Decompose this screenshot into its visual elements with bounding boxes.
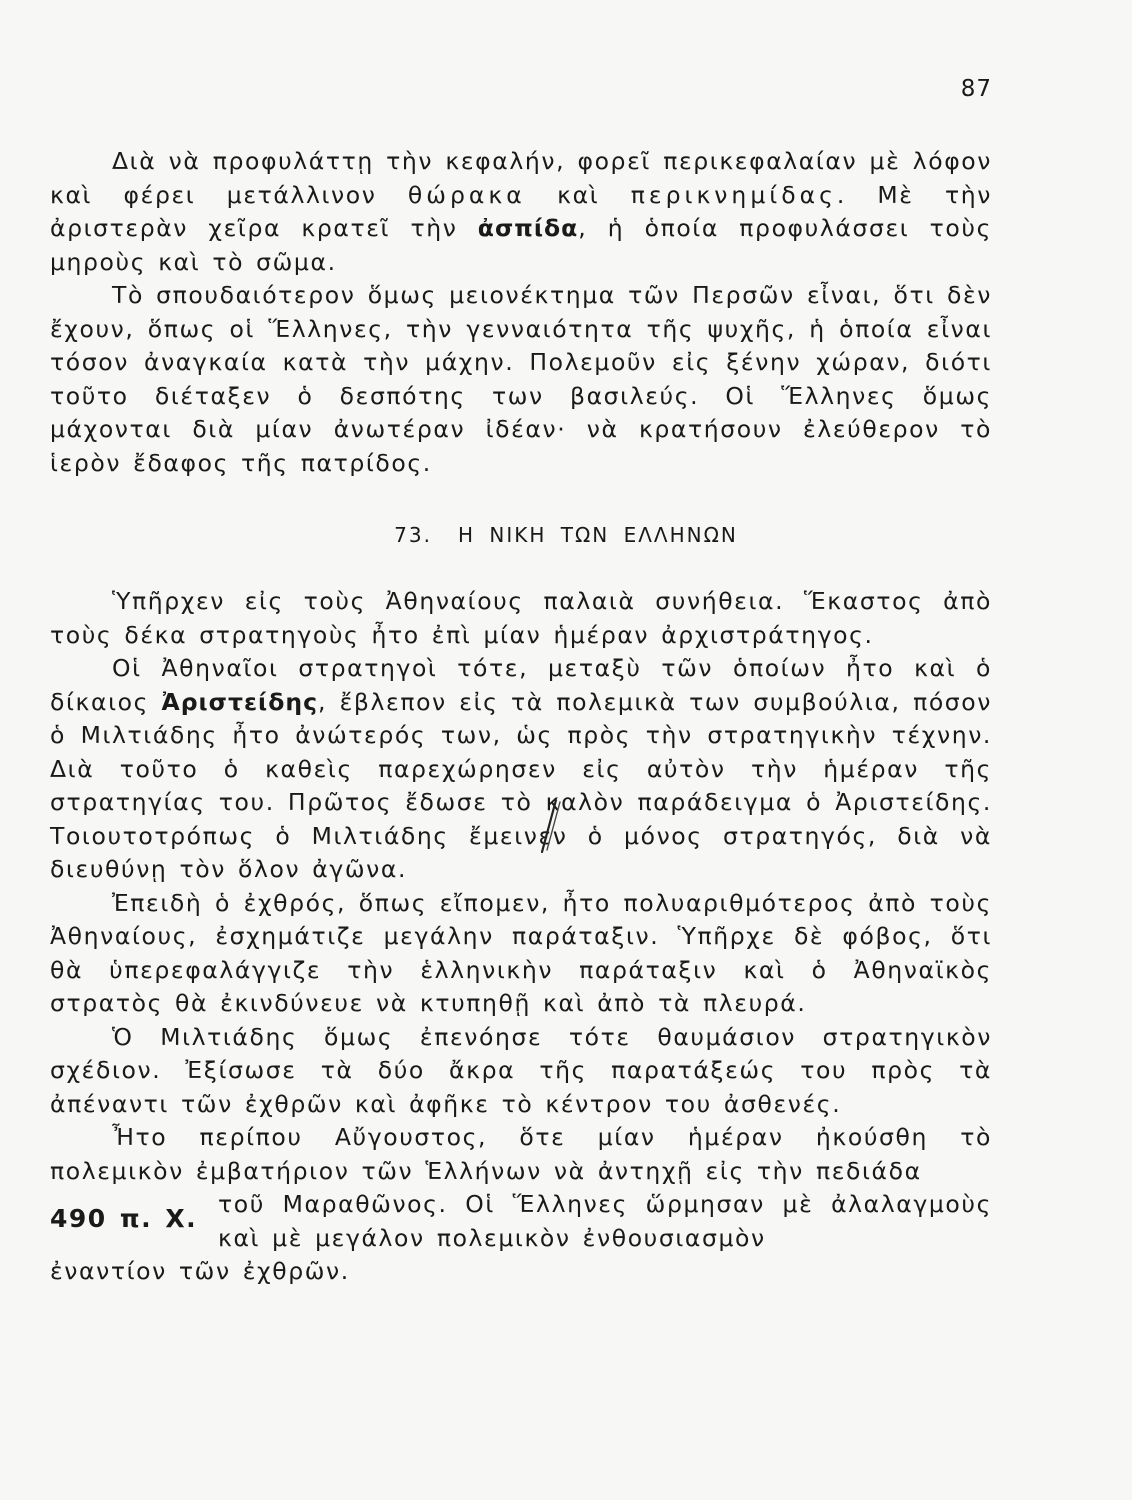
section-number: 73. [394,523,432,547]
paragraph-persian-weakness: Τὸ σπουδαιότερον ὅμως μειονέκτημα τῶν Περσῶν εἶναι, ὅτι δὲν ἔχουν, ὅπως οἱ Ἕλληνες, τὴν γενναιότητα τῆς ψυχῆς, ἡ ὁποία εἶναι τόσον ἀναγκαία κατὰ τὴν μάχην. Πολεμοῦν εἰς ξένην χώραν, διότι τοῦτο διέταξεν ὁ δεσπότης των βασιλεύς. Οἱ Ἕλληνες ὅμως μάχονται διὰ μίαν ἀνωτέραν ἰδέαν· νὰ κρατήσουν ἐλεύθερον τὸ ἱερὸν ἔδαφος τῆς πατρίδος. [50,281,992,477]
paragraph-custom: Ὑπῆρχεν εἰς τοὺς Ἀθηναίους παλαιὰ συνήθεια. Ἕκαστος ἀπὸ τοὺς δέκα στρατηγοὺς ἦτο ἐπὶ μίαν ἡμέραν ἀρχιστράτηγος. [50,587,992,649]
text-block-bottom [50,585,992,1289]
text-block-top [50,145,992,480]
emphasis-greaves: περικνημίδας [630,180,837,209]
margin-date: 490 π. Χ. [50,1204,198,1233]
emphasis-shield: ἀσπίδα [477,214,579,242]
margin-date-row [50,1188,992,1255]
section-heading [0,523,1132,547]
paragraph-august: Ἦτο περίπου Αὔγουστος, ὅτε μίαν ἡμέραν ἠκούσθη τὸ πολεμικὸν ἐμβατήριον τῶν Ἑλλήνων νὰ ἀντηχῇ εἰς τὴν πεδιάδα [50,1123,992,1185]
paragraph-aristides: Οἱ Ἀθηναῖοι στρατηγοὶ τότε, μεταξὺ τῶν ὁποίων ἦτο καὶ ὁ δίκαιος Ἀριστείδης, ἔβλεπον εἰς τὰ πολεμικὰ των συμβούλια, πόσον ὁ Μιλτιάδης ἦτο ἀνώτερός των, ὡς πρὸς τὴν στρατηγικὴν τέχνην. Διὰ τοῦτο ὁ καθεὶς παρεχώρησεν εἰς αὐτὸν τὴν ἡμέραν τῆς στρατηγίας του. Πρῶτος ἔδωσε τὸ καλὸν παράδειγμα ὁ Ἀριστείδης. Τοιουτοτρόπως ὁ Μιλτιάδης ἔμεινεν ὁ μόνος στρατηγός, διὰ νὰ διευθύνῃ τὸν ὅλον ἀγῶνα. [50,654,993,883]
paragraph-armor: Διὰ νὰ προφυλάττῃ τὴν κεφαλήν, φορεῖ περικεφαλαίαν μὲ λόφον καὶ φέρει μετάλλινον θώρακα καὶ περικνημίδας. Μὲ τὴν ἀριστερὰν χεῖρα κρατεῖ τὴν ἀσπίδα, ἡ ὁποία προφυλάσσει τοὺς μηροὺς καὶ τὸ σῶμα. [50,147,993,276]
paragraph-closing-line: ἐναντίον τῶν ἐχθρῶν. [50,1257,350,1285]
emphasis-aristides: Ἀριστείδης [161,687,319,716]
paragraph-enemy-line: Ἐπειδὴ ὁ ἐχθρός, ὅπως εἴπομεν, ἦτο πολυαριθμότερος ἀπὸ τοὺς Ἀθηναίους, ἐσχημάτιζε μεγάλην παράταξιν. Ὑπῆρχε δὲ φόβος, ὅτι θὰ ὑπερεφαλάγγιζε τὴν ἑλληνικὴν παράταξιν καὶ ὁ Ἀθηναϊκὸς στρατὸς θὰ ἐκινδύνευε νὰ κτυπηθῇ καὶ ἀπὸ τὰ πλευρά. [50,888,992,1017]
section-title: Η ΝΙΚΗ ΤΩΝ ΕΛΛΗΝΩΝ [457,523,738,547]
emphasis-thorax: θώρακα [407,180,526,209]
date-row-text: τοῦ Μαραθῶνος. Οἱ Ἕλληνες ὥρμησαν μὲ ἀλαλαγμοὺς καὶ μὲ μεγάλον πολεμικὸν ἐνθουσιασμὸν [218,1190,992,1252]
paragraph-plan: Ὁ Μιλτιάδης ὅμως ἐπενόησε τότε θαυμάσιον στρατηγικὸν σχέδιον. Ἐξίσωσε τὰ δύο ἄκρα τῆς παρατάξεώς του πρὸς τὰ ἀπέναντι τῶν ἐχθρῶν καὶ ἀφῆκε τὸ κέντρον του ἀσθενές. [50,1022,992,1118]
pen-mark-icon [532,798,562,854]
page-number: 87 [960,76,992,102]
